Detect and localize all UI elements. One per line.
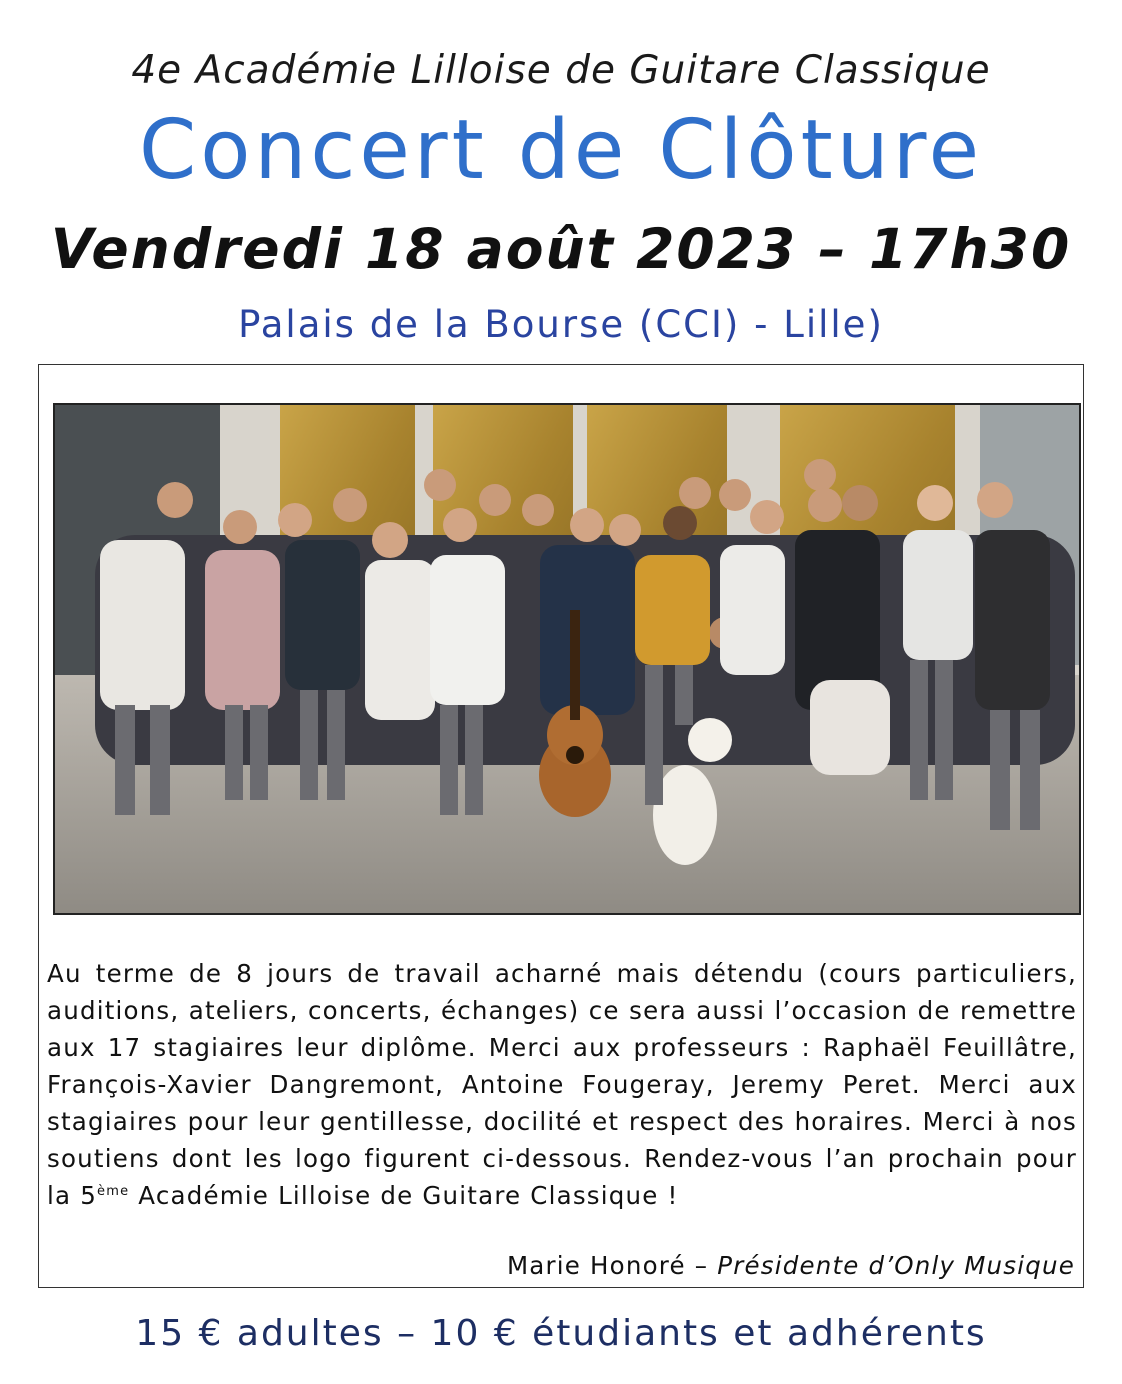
page-title: Concert de Clôture (138, 103, 984, 198)
group-photo (53, 403, 1081, 915)
ordinal-suffix: ème (97, 1183, 130, 1199)
description-text: Au terme de 8 jours de travail acharné mais détendu (cours particuliers, auditions, ateliers, concerts, échanges) ce sera aussi l’occasion de remettre aux 17 stagiaires leur diplôme. Merci aux professeurs : Raphaël Feuillâtre, François-Xavier Dangremont, Antoine Fougeray, Jeremy Peret. Merci aux stagiaires pour leur gentillesse, docilité et respect des horaires. Merci à nos soutiens dont les logo figurent ci-dessous. Rendez-vous l’an prochain pour la (47, 959, 1077, 1210)
signature (507, 1251, 1075, 1280)
content-frame (38, 364, 1084, 1288)
event-venue: Palais de la Bourse (CCI) - Lille) (238, 303, 884, 346)
event-subtitle: 4e Académie Lilloise de Guitare Classique (131, 48, 991, 93)
signature-name: Marie Honoré – (506, 1251, 709, 1280)
description-paragraph (47, 955, 1077, 1214)
closing-text: Académie Lilloise de Guitare Classique ! (138, 1181, 679, 1210)
ordinal-number: 5 (80, 1181, 98, 1210)
event-date: Vendredi 18 août 2023 – 17h30 (50, 217, 1072, 281)
ticket-prices: 15 € adultes – 10 € étudiants et adhérents (135, 1313, 987, 1354)
signature-role: Présidente d’Only Musique (717, 1251, 1075, 1280)
